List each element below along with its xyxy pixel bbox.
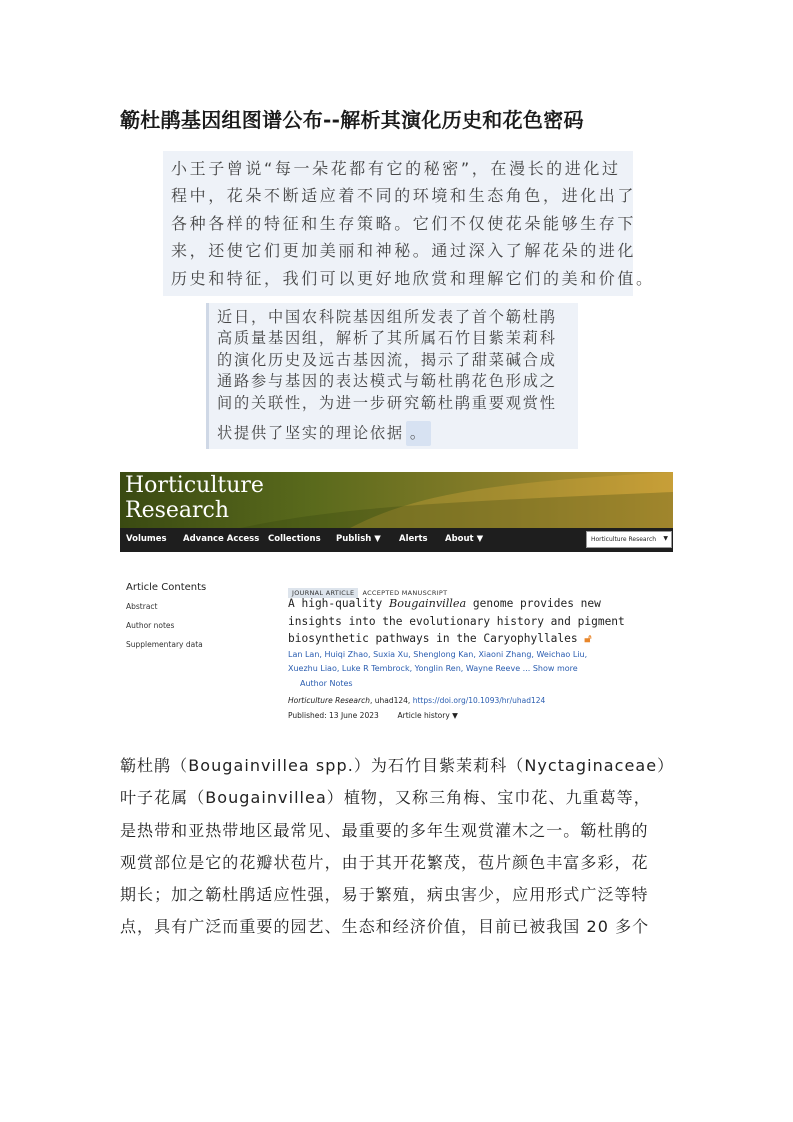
article-title-genus: Bougainvillea [389, 597, 467, 610]
journal-logo[interactable] [125, 473, 264, 523]
quote-line: 近日，中国农科院基因组所发表了首个簕杜鹃 [217, 308, 557, 326]
nav-volumes[interactable]: Volumes [126, 534, 167, 544]
article-title-line: insights into the evolutionary history and pigment [288, 614, 625, 628]
author-list-line[interactable]: Xuezhu Liao, Luke R Tembrock, Yonglin Ren, Wayne Reeve ... Show more [288, 664, 578, 673]
journal-logo-line1: Horticulture [125, 473, 264, 498]
quote-line: 程中，花朵不断适应着不同的环境和生态角色，进化出了 [171, 186, 637, 206]
chevron-down-icon: ▼ [663, 535, 668, 542]
contents-link-abstract[interactable]: Abstract [126, 602, 158, 611]
quote-line: 来，还使它们更加美丽和神秘。通过深入了解花朵的进化 [171, 241, 637, 261]
citation-id: , uhad124, [369, 695, 413, 705]
article-title-line: biosynthetic pathways in the Caryophyllales [288, 632, 578, 645]
quote-line: 通路参与基因的表达模式与簕杜鹃花色形成之 [217, 372, 557, 391]
journal-nav [120, 528, 673, 552]
article-contents-panel [126, 582, 256, 659]
body-line: 观赏部位是它的花瓣状苞片，由于其开花繁茂，苞片颜色丰富多彩，花 [120, 852, 649, 872]
body-line: 期长；加之簕杜鹃适应性强，易于繁殖，病虫害少，应用形式广泛等特 [120, 885, 649, 905]
search-scope-value: Horticulture Research [591, 536, 657, 543]
citation-journal: Horticulture Research [288, 695, 370, 705]
body-line: 点，具有广泛而重要的园艺、生态和经济价值，目前已被我国 20 多个 [120, 917, 650, 937]
quote-line: 历史和特征，我们可以更好地欣赏和理解它们的美和价值。 [171, 268, 655, 288]
quote-line-text: 状提供了坚实的理论依据 [217, 424, 404, 443]
contents-link-author-notes[interactable]: Author notes [126, 621, 175, 630]
nav-advance-access[interactable]: Advance Access [183, 534, 260, 544]
nav-publish[interactable]: Publish ▼ [336, 534, 381, 544]
body-line: 叶子花属（Bougainvillea）植物，又称三角梅、宝巾花、九重葛等， [120, 788, 651, 808]
article-title [288, 595, 668, 648]
article-title-part: genome provides new [466, 597, 601, 610]
nav-collections[interactable]: Collections [268, 534, 321, 544]
summary-quote-block [206, 303, 578, 449]
article-history-toggle[interactable]: Article history ▼ [397, 710, 458, 720]
body-line: 是热带和亚热带地区最常见、最重要的多年生观赏灌木之一。簕杜鹃的 [120, 820, 649, 840]
citation [288, 696, 668, 705]
search-scope-select[interactable] [586, 531, 672, 548]
quote-line: 间的关联性，为进一步研究簕杜鹃重要观赏性 [217, 393, 557, 412]
quote-line: 小王子曾说“每一朵花都有它的秘密”，在漫长的进化过 [171, 159, 621, 178]
journal-screenshot [120, 472, 673, 734]
published-label: Published: [288, 710, 327, 720]
article-title-part: A high-quality [288, 597, 390, 610]
nav-about[interactable]: About ▼ [445, 534, 484, 544]
text-selection-highlight: 。 [406, 421, 431, 446]
author-list[interactable] [288, 648, 668, 677]
body-line: 簕杜鹃（Bougainvillea spp.）为石竹目紫茉莉科（Nyctaginaceae） [120, 756, 675, 775]
intro-quote-block [163, 151, 655, 296]
doi-link[interactable]: https://doi.org/10.1093/hr/uhad124 [412, 695, 546, 705]
journal-logo-line2: Research [125, 498, 230, 523]
quote-line: 各种各样的特征和生存策略。它们不仅使花朵能够生存下 [171, 213, 637, 233]
article-type-badge: JOURNAL ARTICLE [288, 588, 358, 598]
author-notes-link[interactable]: Author Notes [300, 678, 353, 688]
published-date: 13 June 2023 [329, 710, 379, 720]
manuscript-status-badge: ACCEPTED MANUSCRIPT [362, 589, 448, 597]
article-header [288, 580, 668, 720]
page-title: 簕杜鹃基因组图谱公布--解析其演化历史和花色密码 [120, 108, 584, 132]
publication-info [288, 711, 668, 720]
body-paragraph [120, 750, 680, 944]
quote-line: 的演化历史及远古基因流，揭示了甜菜碱合成 [217, 350, 557, 369]
open-access-lock-icon: 🔓︎ [584, 632, 592, 645]
article-contents-heading: Article Contents [126, 582, 207, 593]
quote-line [217, 421, 572, 446]
contents-link-supplementary-data[interactable]: Supplementary data [126, 640, 203, 649]
journal-banner [120, 472, 673, 528]
quote-line: 高质量基因组，解析了其所属石竹目紫茉莉科 [217, 329, 557, 348]
author-list-line[interactable]: Lan Lan, Huiqi Zhao, Suxia Xu, Shenglong Kan, Xiaoni Zhang, Weichao Liu, [288, 649, 588, 659]
nav-alerts[interactable]: Alerts [399, 534, 428, 544]
